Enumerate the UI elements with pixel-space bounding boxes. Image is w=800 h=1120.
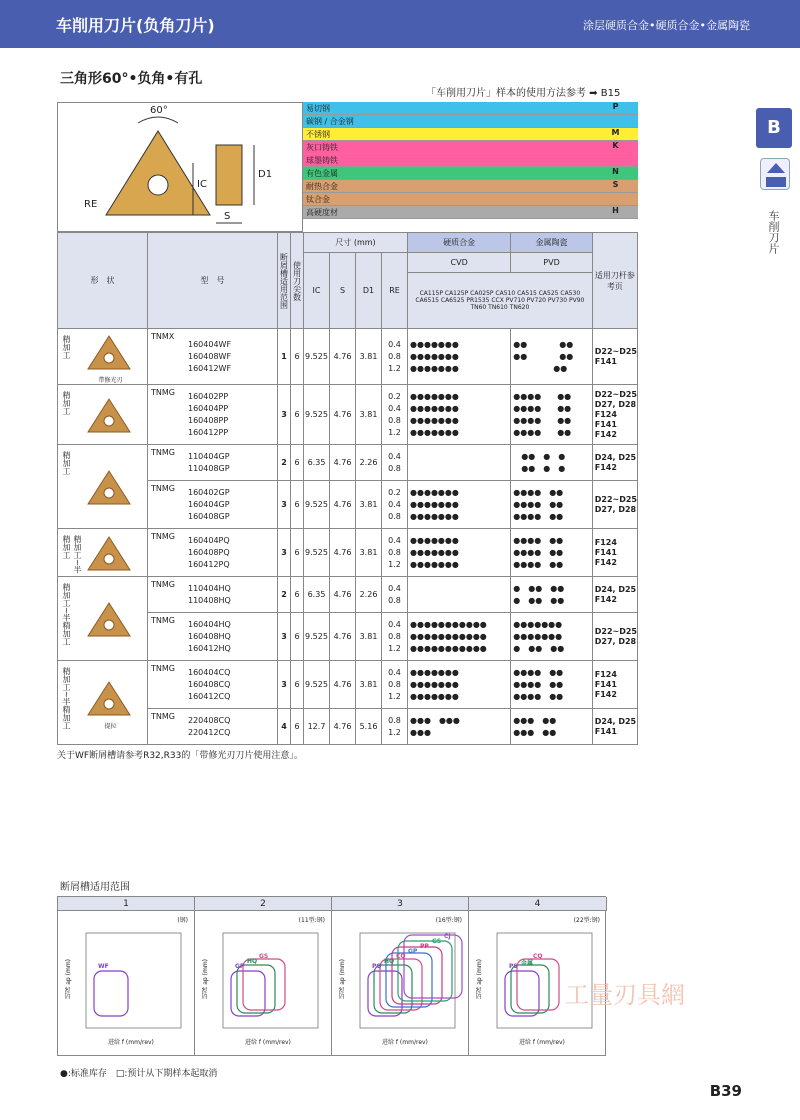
curve-label: HQ <box>247 958 258 965</box>
model-cell <box>148 709 278 745</box>
d1-cell: 5.16 <box>356 709 382 745</box>
material-group: H <box>593 206 638 218</box>
material-row <box>303 180 638 193</box>
corner-cell: 6 <box>291 329 304 385</box>
cvd-cell: ●●●●●●● ●●●●●●● ●●●●●●● <box>408 329 511 385</box>
shape-cell <box>58 661 148 745</box>
range-cell: 4 <box>278 709 291 745</box>
d1-cell: 3.81 <box>356 661 382 709</box>
chipbreaker-panel-note: (16型:钢) <box>435 917 462 924</box>
curve-label: HQ <box>384 958 395 965</box>
cvd-cell <box>408 445 511 481</box>
table-row <box>58 577 638 613</box>
material-row <box>303 206 638 219</box>
tool-cell: F124 F141 F142 <box>592 661 637 709</box>
cemented-header: 硬质合金 <box>408 233 511 253</box>
shape-note: 带修光刃 <box>98 377 123 384</box>
material-label: 有色金属 <box>306 169 338 178</box>
tool-cell: D22~D25 F141 <box>592 329 637 385</box>
ic-cell: 9.525 <box>304 385 330 445</box>
tool-cell: D22~D25 D27, D28 F124 F141 F142 <box>592 385 637 445</box>
range-cell: 2 <box>278 445 291 481</box>
footnote: 关于WF断屑槽请参考R32,R33的「带修光刃刀片使用注意」。 <box>57 751 303 761</box>
corner-cell: 6 <box>291 481 304 529</box>
re-header: RE <box>382 253 408 329</box>
material-group <box>593 115 638 127</box>
model-list: 160404HQ 160408HQ 160412HQ <box>188 619 231 653</box>
series-label: TNMX <box>151 332 175 341</box>
process-label: 精加工 <box>62 391 71 415</box>
chipbreaker-panel-note: (钢) <box>177 917 188 924</box>
model-cell <box>148 529 278 577</box>
re-cell: 0.4 0.8 1.2 <box>382 661 408 709</box>
table-row <box>58 529 638 577</box>
process-label: 精加工 <box>62 335 71 359</box>
range-cell: 3 <box>278 613 291 661</box>
x-axis-label: 进给 f (mm/rev) <box>108 1039 154 1046</box>
material-label: 易切钢 <box>306 104 330 113</box>
curve-label: PQ <box>372 963 382 970</box>
shape-cell <box>58 329 148 385</box>
insert-shape-icon <box>760 158 790 190</box>
material-label: 耐热合金 <box>306 182 338 191</box>
model-cell <box>148 661 278 709</box>
corner-cell: 6 <box>291 529 304 577</box>
s-cell: 4.76 <box>330 445 356 481</box>
insert-diagram <box>57 102 303 232</box>
y-axis-label: 切深 ap (mm) <box>202 959 209 999</box>
s-cell: 4.76 <box>330 385 356 445</box>
x-axis-label: 进给 f (mm/rev) <box>382 1039 428 1046</box>
material-row <box>303 193 638 206</box>
section-tab[interactable]: B <box>756 108 792 148</box>
range-cell: 3 <box>278 529 291 577</box>
s-header: S <box>330 253 356 329</box>
d1-cell: 2.26 <box>356 445 382 481</box>
d1-cell: 3.81 <box>356 529 382 577</box>
re-cell: 0.2 0.4 0.8 1.2 <box>382 385 408 445</box>
table-row <box>58 329 638 385</box>
s-cell: 4.76 <box>330 329 356 385</box>
ic-header: IC <box>304 253 330 329</box>
model-cell <box>148 329 278 385</box>
dimension-header: 尺寸 (mm) <box>304 233 408 253</box>
ic-cell: 6.35 <box>304 445 330 481</box>
chipbreaker-title: 断屑槽适用范围 <box>60 882 130 893</box>
pvd-header: PVD <box>511 253 592 273</box>
shape-note: 提拉 <box>104 723 117 730</box>
tool-cell: F124 F141 F142 <box>592 529 637 577</box>
model-list: 110404GP 110408GP <box>188 451 230 473</box>
cermet-cell: ●● ● ● ●● ● ● <box>511 445 592 481</box>
curve-label: PS <box>509 963 518 970</box>
process-label: 精加工~半精加工 <box>62 535 82 574</box>
d1-cell: 2.26 <box>356 577 382 613</box>
chipbreaker-panel-note: (22型:钢) <box>573 917 600 924</box>
curve-label: WF <box>98 963 109 970</box>
cermet-cell: ●●●●●●● ●●●●●●● ● ●● ●● <box>511 613 592 661</box>
cvd-cell: ●●● ●●● ●●● <box>408 709 511 745</box>
shape-header: 形 状 <box>58 233 148 329</box>
material-row <box>303 115 638 128</box>
curve-label: 金属 <box>521 960 534 967</box>
series-label: TNMG <box>151 484 175 493</box>
series-label: TNMG <box>151 448 175 457</box>
chipbreaker-charts <box>57 896 606 1056</box>
tool-cell: D24, D25 F142 <box>592 577 637 613</box>
cvd-cell: ●●●●●●● ●●●●●●● ●●●●●●● <box>408 661 511 709</box>
y-axis-label: 切深 ap (mm) <box>476 959 483 999</box>
cermet-cell: ●●●● ●● ●●●● ●● ●●●● ●● <box>511 529 592 577</box>
series-label: TNMG <box>151 580 175 589</box>
material-row <box>303 167 638 180</box>
model-cell <box>148 445 278 481</box>
corner-cell: 6 <box>291 385 304 445</box>
model-list: 160402PP 160404PP 160408PP 160412PP <box>188 391 229 437</box>
re-cell: 0.4 0.8 1.2 <box>382 529 408 577</box>
y-axis-label: 切深 ap (mm) <box>339 959 346 999</box>
tool-cell: D24, D25 F141 <box>592 709 637 745</box>
range-cell: 3 <box>278 385 291 445</box>
page-header <box>0 0 800 48</box>
ic-cell: 9.525 <box>304 329 330 385</box>
process-label: 精加工~半精加工 <box>62 583 71 646</box>
material-application-chart <box>303 102 638 219</box>
tool-cell: D22~D25 D27, D28 <box>592 613 637 661</box>
re-label: RE <box>84 199 98 210</box>
series-label: TNMG <box>151 532 175 541</box>
material-group: P <box>593 102 638 114</box>
curve-label: CQ <box>396 953 406 960</box>
d1-cell: 3.81 <box>356 329 382 385</box>
chipbreaker-panel-note: (11型:钢) <box>298 917 325 924</box>
y-axis-label: 切深 ap (mm) <box>65 959 72 999</box>
x-axis-label: 进给 f (mm/rev) <box>519 1039 565 1046</box>
chipbreaker-panel-number: 3 <box>332 897 469 911</box>
shape-cell <box>58 445 148 529</box>
tool-header: 适用刀杆参考页 <box>592 233 637 329</box>
s-cell: 4.76 <box>330 577 356 613</box>
re-cell: 0.4 0.8 <box>382 577 408 613</box>
corner-cell: 6 <box>291 445 304 481</box>
process-label: 精加工~半精加工 <box>62 667 71 730</box>
material-group: K <box>593 141 638 153</box>
d1-cell: 3.81 <box>356 613 382 661</box>
process-label: 精加工 <box>62 451 71 475</box>
reference-note[interactable]: 「车削用刀片」样本的使用方法参考 ➡ B15 <box>426 88 621 99</box>
cermet-cell: ●●●● ●● ●●●● ●● ●●●● ●● <box>511 661 592 709</box>
curve-label: CJ <box>444 933 451 940</box>
insert-table <box>57 232 638 745</box>
cermet-cell: ●● ●● ●● ●● ●● <box>511 329 592 385</box>
ic-label: IC <box>197 179 207 190</box>
corner-cell: 6 <box>291 577 304 613</box>
range-cell: 1 <box>278 329 291 385</box>
page-number: B39 <box>709 1082 742 1100</box>
material-label: 高硬度材 <box>306 208 338 217</box>
cvd-header: CVD <box>408 253 511 273</box>
corner-cell: 6 <box>291 661 304 709</box>
tool-cell: D24, D25 F142 <box>592 445 637 481</box>
corner-cell: 6 <box>291 709 304 745</box>
s-cell: 4.76 <box>330 529 356 577</box>
curve-label: GS <box>432 938 442 945</box>
tool-cell: D22~D25 D27, D28 <box>592 481 637 529</box>
s-cell: 4.76 <box>330 661 356 709</box>
curve-label: GP <box>408 948 418 955</box>
re-cell: 0.4 0.8 1.2 <box>382 613 408 661</box>
model-cell <box>148 613 278 661</box>
chipbreaker-panel <box>332 911 469 1056</box>
series-label: TNMG <box>151 616 175 625</box>
d1-label: D1 <box>258 169 273 180</box>
shape-cell <box>58 385 148 445</box>
material-label: 碳钢 / 合金钢 <box>306 117 354 126</box>
chipbreaker-panel-number: 2 <box>195 897 332 911</box>
d1-header: D1 <box>356 253 382 329</box>
cermet-cell: ●●●● ●● ●●●● ●● ●●●● ●● ●●●● ●● <box>511 385 592 445</box>
s-cell: 4.76 <box>330 709 356 745</box>
curve-label: GP <box>235 963 245 970</box>
re-cell: 0.4 0.8 <box>382 445 408 481</box>
material-row <box>303 102 638 115</box>
material-label: 不锈钢 <box>306 130 330 139</box>
cvd-cell <box>408 577 511 613</box>
model-cell <box>148 481 278 529</box>
table-row <box>58 661 638 709</box>
chipbreaker-panel-number: 4 <box>469 897 607 911</box>
material-label: 钛合金 <box>306 195 330 204</box>
series-label: TNMG <box>151 712 175 721</box>
re-cell: 0.8 1.2 <box>382 709 408 745</box>
ic-cell: 9.525 <box>304 613 330 661</box>
s-label: S <box>224 211 231 222</box>
d1-cell: 3.81 <box>356 385 382 445</box>
x-axis-label: 进给 f (mm/rev) <box>245 1039 291 1046</box>
curve-label: CQ <box>533 953 543 960</box>
range-header: 断屑槽适用范围 <box>278 233 291 329</box>
section-title: 三角形60°•负角•有孔 <box>60 71 203 87</box>
cermet-cell: ●●●● ●● ●●●● ●● ●●●● ●● <box>511 481 592 529</box>
material-group <box>593 193 638 205</box>
model-list: 110404HQ 110408HQ <box>188 583 231 605</box>
range-cell: 3 <box>278 661 291 709</box>
material-group: M <box>593 128 638 140</box>
shape-cell <box>58 529 148 577</box>
series-label: TNMG <box>151 388 175 397</box>
model-cell <box>148 385 278 445</box>
model-list: 160404PQ 160408PQ 160412PQ <box>188 535 230 569</box>
chipbreaker-panel <box>58 911 195 1056</box>
ic-cell: 9.525 <box>304 529 330 577</box>
chipbreaker-panel <box>195 911 332 1056</box>
material-row <box>303 128 638 141</box>
cvd-cell: ●●●●●●●●●●● ●●●●●●●●●●● ●●●●●●●●●●● <box>408 613 511 661</box>
model-list: 220408CQ 220412CQ <box>188 715 231 737</box>
material-group: S <box>593 180 638 192</box>
model-list: 160404CQ 160408CQ 160412CQ <box>188 667 231 701</box>
curve-label: GS <box>259 953 269 960</box>
material-row <box>303 141 638 154</box>
curve-label: PP <box>420 943 429 950</box>
cermet-cell: ● ●● ●● ● ●● ●● <box>511 577 592 613</box>
model-header: 型 号 <box>148 233 278 329</box>
material-row <box>303 154 638 167</box>
re-cell: 0.2 0.4 0.8 <box>382 481 408 529</box>
side-label: 车削刀片 <box>767 210 780 254</box>
model-cell <box>148 577 278 613</box>
material-group: N <box>593 167 638 179</box>
material-label: 灰口铸铁 <box>306 143 338 152</box>
corner-cell: 6 <box>291 613 304 661</box>
range-cell: 3 <box>278 481 291 529</box>
series-label: TNMG <box>151 664 175 673</box>
material-label: 球墨铸铁 <box>306 156 338 165</box>
cermet-header: 金属陶瓷 <box>511 233 592 253</box>
watermark: 工量刃具網 <box>565 981 685 1009</box>
ic-cell: 9.525 <box>304 481 330 529</box>
s-cell: 4.76 <box>330 613 356 661</box>
material-group <box>593 154 638 166</box>
s-cell: 4.76 <box>330 481 356 529</box>
page-subtitle: 涂层硬质合金•硬质合金•金属陶瓷 <box>583 19 750 32</box>
model-list: 160402GP 160404GP 160408GP <box>188 487 230 521</box>
d1-cell: 3.81 <box>356 481 382 529</box>
page-title: 车削用刀片(负角刀片) <box>56 16 215 35</box>
corner-header: 使用刀尖数 <box>291 233 304 329</box>
cvd-cell: ●●●●●●● ●●●●●●● ●●●●●●● <box>408 481 511 529</box>
ic-cell: 12.7 <box>304 709 330 745</box>
re-cell: 0.4 0.8 1.2 <box>382 329 408 385</box>
cvd-cell: ●●●●●●● ●●●●●●● ●●●●●●● <box>408 529 511 577</box>
range-cell: 2 <box>278 577 291 613</box>
model-list: 160404WF 160408WF 160412WF <box>188 339 232 373</box>
shape-cell <box>58 577 148 661</box>
grade-names: CA115P CA125P CA025P CA510 CA515 CA525 CA530 CA6515 CA6525 PR1535 CCX PV710 PV720 PV730 PV90 TN60 TN610 TN620 <box>408 273 593 329</box>
legend: ●:标准库存 □:预计从下期样本起取消 <box>60 1069 218 1079</box>
angle-label: 60° <box>150 105 168 116</box>
ic-cell: 6.35 <box>304 577 330 613</box>
table-row <box>58 445 638 481</box>
table-row <box>58 385 638 445</box>
ic-cell: 9.525 <box>304 661 330 709</box>
cvd-cell: ●●●●●●● ●●●●●●● ●●●●●●● ●●●●●●● <box>408 385 511 445</box>
cermet-cell: ●●● ●● ●●● ●● <box>511 709 592 745</box>
chipbreaker-panel-number: 1 <box>58 897 195 911</box>
